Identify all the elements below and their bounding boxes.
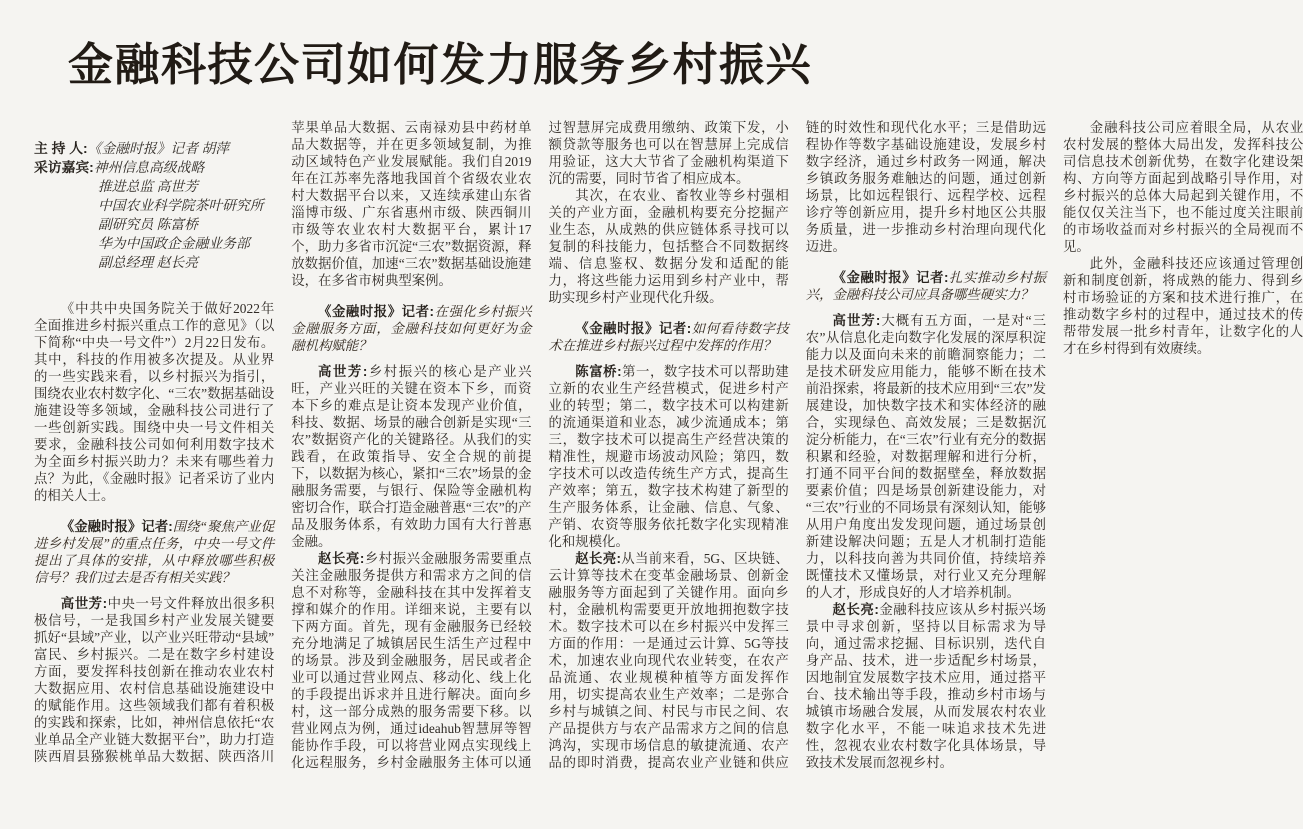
article-columns xyxy=(34,119,1303,775)
interview-header-line xyxy=(34,253,274,272)
article-paragraph: 高世芳:乡村振兴的核心是产业兴旺，产业兴旺的关键在资本下乡，而资本下乡的难点是让资本发现产业价值，科技、数据、场景的融合创新是实现“三农”数据资产化的关键路径。从我们的实践看，在政策指导、安全合规的前提下，以数据为核心，紧扣“三农”场景的金融服务需要，与银行、保险等金融机构密切合作，联合打造金融普惠“三农”的产品及服务体系，有效助力国有大行普惠金融。 xyxy=(291,363,532,549)
interview-header-value: 神州信息高级战略 xyxy=(93,159,205,175)
article-paragraph: 金融科技公司应着眼全局，从农业农村发展的整体大局出发，发挥科技公司信息技术创新优势，在数字化建设架构、方向等方面起到战略引导作用，对乡村振兴的总体大局起到关键作用，不能仅仅关注当下，也不能过度关注眼前的市场收益而对乡村振兴的全局视而不见。 xyxy=(1063,119,1303,254)
article-title: 金融科技公司如何发力服务乡村振兴 xyxy=(68,40,813,90)
article-paragraph: 《中共中央国务院关于做好2022年全面推进乡村振兴重点工作的意见》（以下简称“中央一号文件”）2月22日发布。其中，科技的作用被多次提及。从业界的一些实践来看，以乡村振兴为指引，围绕农业农村数字化、“三农”数据基础设施建设等多领域，金融科技公司进行了一些创新实践。围绕中央一号文件相关要求，金融科技公司如何利用数字技术为全面乡村振兴助力？未来有哪些着力点？为此，《金融时报》记者采访了业内的相关人士。 xyxy=(34,300,275,503)
interview-header-value: 副研究员 陈富桥 xyxy=(98,216,199,232)
speaker-name: 高世芳: xyxy=(60,595,108,611)
interview-header-line xyxy=(34,158,274,177)
interview-header-line xyxy=(34,196,274,215)
interview-header-value: 中国农业科学院茶叶研究所 xyxy=(98,197,264,213)
reporter-label: 《金融时报》记者: xyxy=(318,303,434,319)
question-paragraph: 《金融时报》记者:扎实推动乡村振兴，金融科技公司应具备哪些硬实力？ xyxy=(805,269,1046,302)
reporter-label: 《金融时报》记者: xyxy=(60,518,173,534)
interview-header-line xyxy=(34,139,274,158)
question-paragraph: 《金融时报》记者:围绕“聚焦产业促进乡村发展”的重点任务，中央一号文件提出了具体的安排，从中释放哪些积极信号？我们过去是否有相关实践？ xyxy=(34,518,275,585)
article-paragraph: 其次，在农业、畜牧业等乡村强相关的产业方面，金融机构要充分挖掘产业生态，从成熟的供应链体系寻找可以复制的科技能力，包括整合不同数据终端、信息鉴权、数据分发和适配的能力，将这些能力运用到乡村产业中，帮助实现乡村产业现代化升级。 xyxy=(548,187,789,305)
reporter-label: 《金融时报》记者: xyxy=(575,320,692,336)
speaker-name: 赵长亮: xyxy=(575,550,621,566)
article-paragraph: 赵长亮:从当前来看，5G、区块链、云计算等技术在变革金融场景、创新金融服务等方面起到了关键作用。面向乡村，金融机构需要更开放地拥抱数字技术。数字技术可以在乡村振兴中发挥三方面的作用：一是通过云计算、5G等技术，加速农业向现代农业转变，在农产品流通、农业规模种植等方面发挥作用，切实提高农业生产效率；二是弥合乡村与城镇之间、村民与市民之间、农产品提供方与农产品需求方之间的信息鸿沟，实现市场信息的敏捷流通、农产品的即时消费，提高农业产业链和供应链的时效性和现代化水平；三是借助远程协作等数字基础设施建设，发展乡村数字经济，通过乡村政务一网通，解决乡镇政务服务难触达的问题，通过创新场景，比如远程银行、远程学校、远程诊疗等创新应用，提升乡村地区公共服务质量，进一步推动乡村治理向现代化迈进。 xyxy=(548,119,1046,770)
question-paragraph: 《金融时报》记者:在强化乡村振兴金融服务方面，金融科技如何更好为金融机构赋能？ xyxy=(291,303,532,353)
interview-header-value: 副总经理 赵长亮 xyxy=(98,254,199,270)
interview-header-line xyxy=(34,234,274,253)
interview-header-value: 华为中国政企金融业务部 xyxy=(98,235,250,251)
interview-header xyxy=(34,139,274,272)
speaker-name: 赵长亮: xyxy=(832,601,879,617)
reporter-label: 《金融时报》记者: xyxy=(832,269,949,285)
article-paragraph: 陈富桥:第一，数字技术可以帮助建立新的农业生产经营模式，促进乡村产业的转型；第二，数字技术可以构建新的流通渠道和业态，减少流通成本；第三，数字技术可以提高生产经营决策的精准性，规避市场波动风险；第四，数字技术可以改造传统生产方式，提高生产效率；第五，数字技术构建了新型的生产服务体系，让金融、信息、气象、产销、农资等服务依托数字化实现精准化和规模化。 xyxy=(548,363,789,549)
article-paragraph: 赵长亮:乡村振兴金融服务需要重点关注金融服务提供方和需求方之间的信息不对称等，金融科技在其中发挥着支撑和媒介的作用。详细来说，主要有以下两方面。首先，现有金融服务已经较充分地满足了城镇居民生活生产过程中的场景。涉及到金融服务，居民或者企业可以通过营业网点、移动化、线上化的手段提出诉求并且进行解决。面向乡村，这一部分成熟的服务需要下移。以营业网点为例，通过ideahub智慧屏等智能协作手段，可以将营业网点实现线上化远程服务，乡村金融服务主体可以通过智慧屏完成费用缴纳、政策下发，小额贷款等服务也可以在智慧屏上完成信用验证，这大大节省了金融机构渠道下沉的需要，同时节省了相应成本。 xyxy=(291,119,789,770)
question-paragraph: 《金融时报》记者:如何看待数字技术在推进乡村振兴过程中发挥的作用？ xyxy=(548,320,789,353)
interview-header-line xyxy=(34,215,274,234)
speaker-name: 高世芳: xyxy=(832,312,881,328)
interview-header-value: 《金融时报》记者 胡萍 xyxy=(87,140,230,156)
article-paragraph: 赵长亮:金融科技应该从乡村振兴场景中寻求创新，坚持以目标需求为导向，通过需求挖掘、目标识别，迭代自身产品、技术，进一步适配乡村场景，因地制宜发展数字技术应用，通过搭平台、技术输出等手段，推动乡村市场与城镇市场融合发展，从而发展农村农业数字化水平，不能一味追求技术先进性，忽视农业农村数字化具体场景，导致技术发展而忽视乡村。 xyxy=(805,601,1046,770)
article-paragraph: 此外，金融科技还应该通过管理创新和制度创新，将成熟的能力、得到乡村市场验证的方案和技术进行推广，在推动数字乡村的过程中，通过技术的传帮带发展一批乡村青年，让数字化的人才在乡村得到有效赓续。 xyxy=(1063,255,1303,356)
interview-header-line xyxy=(34,177,274,196)
interview-header-label: 采访嘉宾: xyxy=(34,159,94,175)
article-paragraph: 高世芳:大概有五方面，一是对“三农”从信息化走向数字化发展的深厚积淀能力以及面向未来的前瞻洞察能力；二是技术研发应用能力，能够不断在技术前沿探索，将最新的技术应用到“三农”发展建设，加快数字技术和实体经济的融合，实现绿色、高效发展；三是数据沉淀分析能力，在“三农”行业有充分的数据积累和经验，对数据理解和进行分析，打通不同平台间的数据壁垒，释放数据要素价值；四是场景创新建设能力，对“三农”行业的不同场景有深刻认知，能够从用户角度出发发现问题，通过场景创新建设解决问题；五是人才机制打造能力，以科技向善为共同价值，持续培养既懂技术又懂场景，对行业又充分理解的人才，形成良好的人才培养机制。 xyxy=(805,312,1046,600)
speaker-name: 陈富桥: xyxy=(575,363,622,379)
newspaper-page xyxy=(0,40,1303,829)
speaker-name: 高世芳: xyxy=(318,363,368,379)
interview-header-value: 推进总监 高世芳 xyxy=(98,178,199,194)
interview-header-label: 主 持 人: xyxy=(34,140,88,156)
article-paragraph: 高世芳:中央一号文件释放出很多积极信号，一是我国乡村产业发展关键要抓好“县域”产业，以产业兴旺带动“县域”富民、乡村振兴。二是在数字乡村建设方面，要发挥科技创新在推动农业农村大数据应用、农村信息基础设施建设中的赋能作用。这些领域我们都有着积极的实践和探索，比如，神州信息依托“农业单品全产业链大数据平台”，助力打造陕西眉县猕猴桃单品大数据、陕西洛川苹果单品大数据、云南禄劝县中药材单品大数据等，并在更多领域复制，为推动区域特色产业发展赋能。我们自2019年在江苏率先落地我国首个省级农业农村大数据平台以来，又连续承建山东省淄博市级、广东省惠州市级、陕西铜川市级等农业农村大数据平台，累计17个，助力多省市沉淀“三农”数据资源，释放数据价值，加速“三农”数据基础设施建设，在多省市树典型案例。 xyxy=(34,119,532,764)
speaker-name: 赵长亮: xyxy=(318,550,365,566)
